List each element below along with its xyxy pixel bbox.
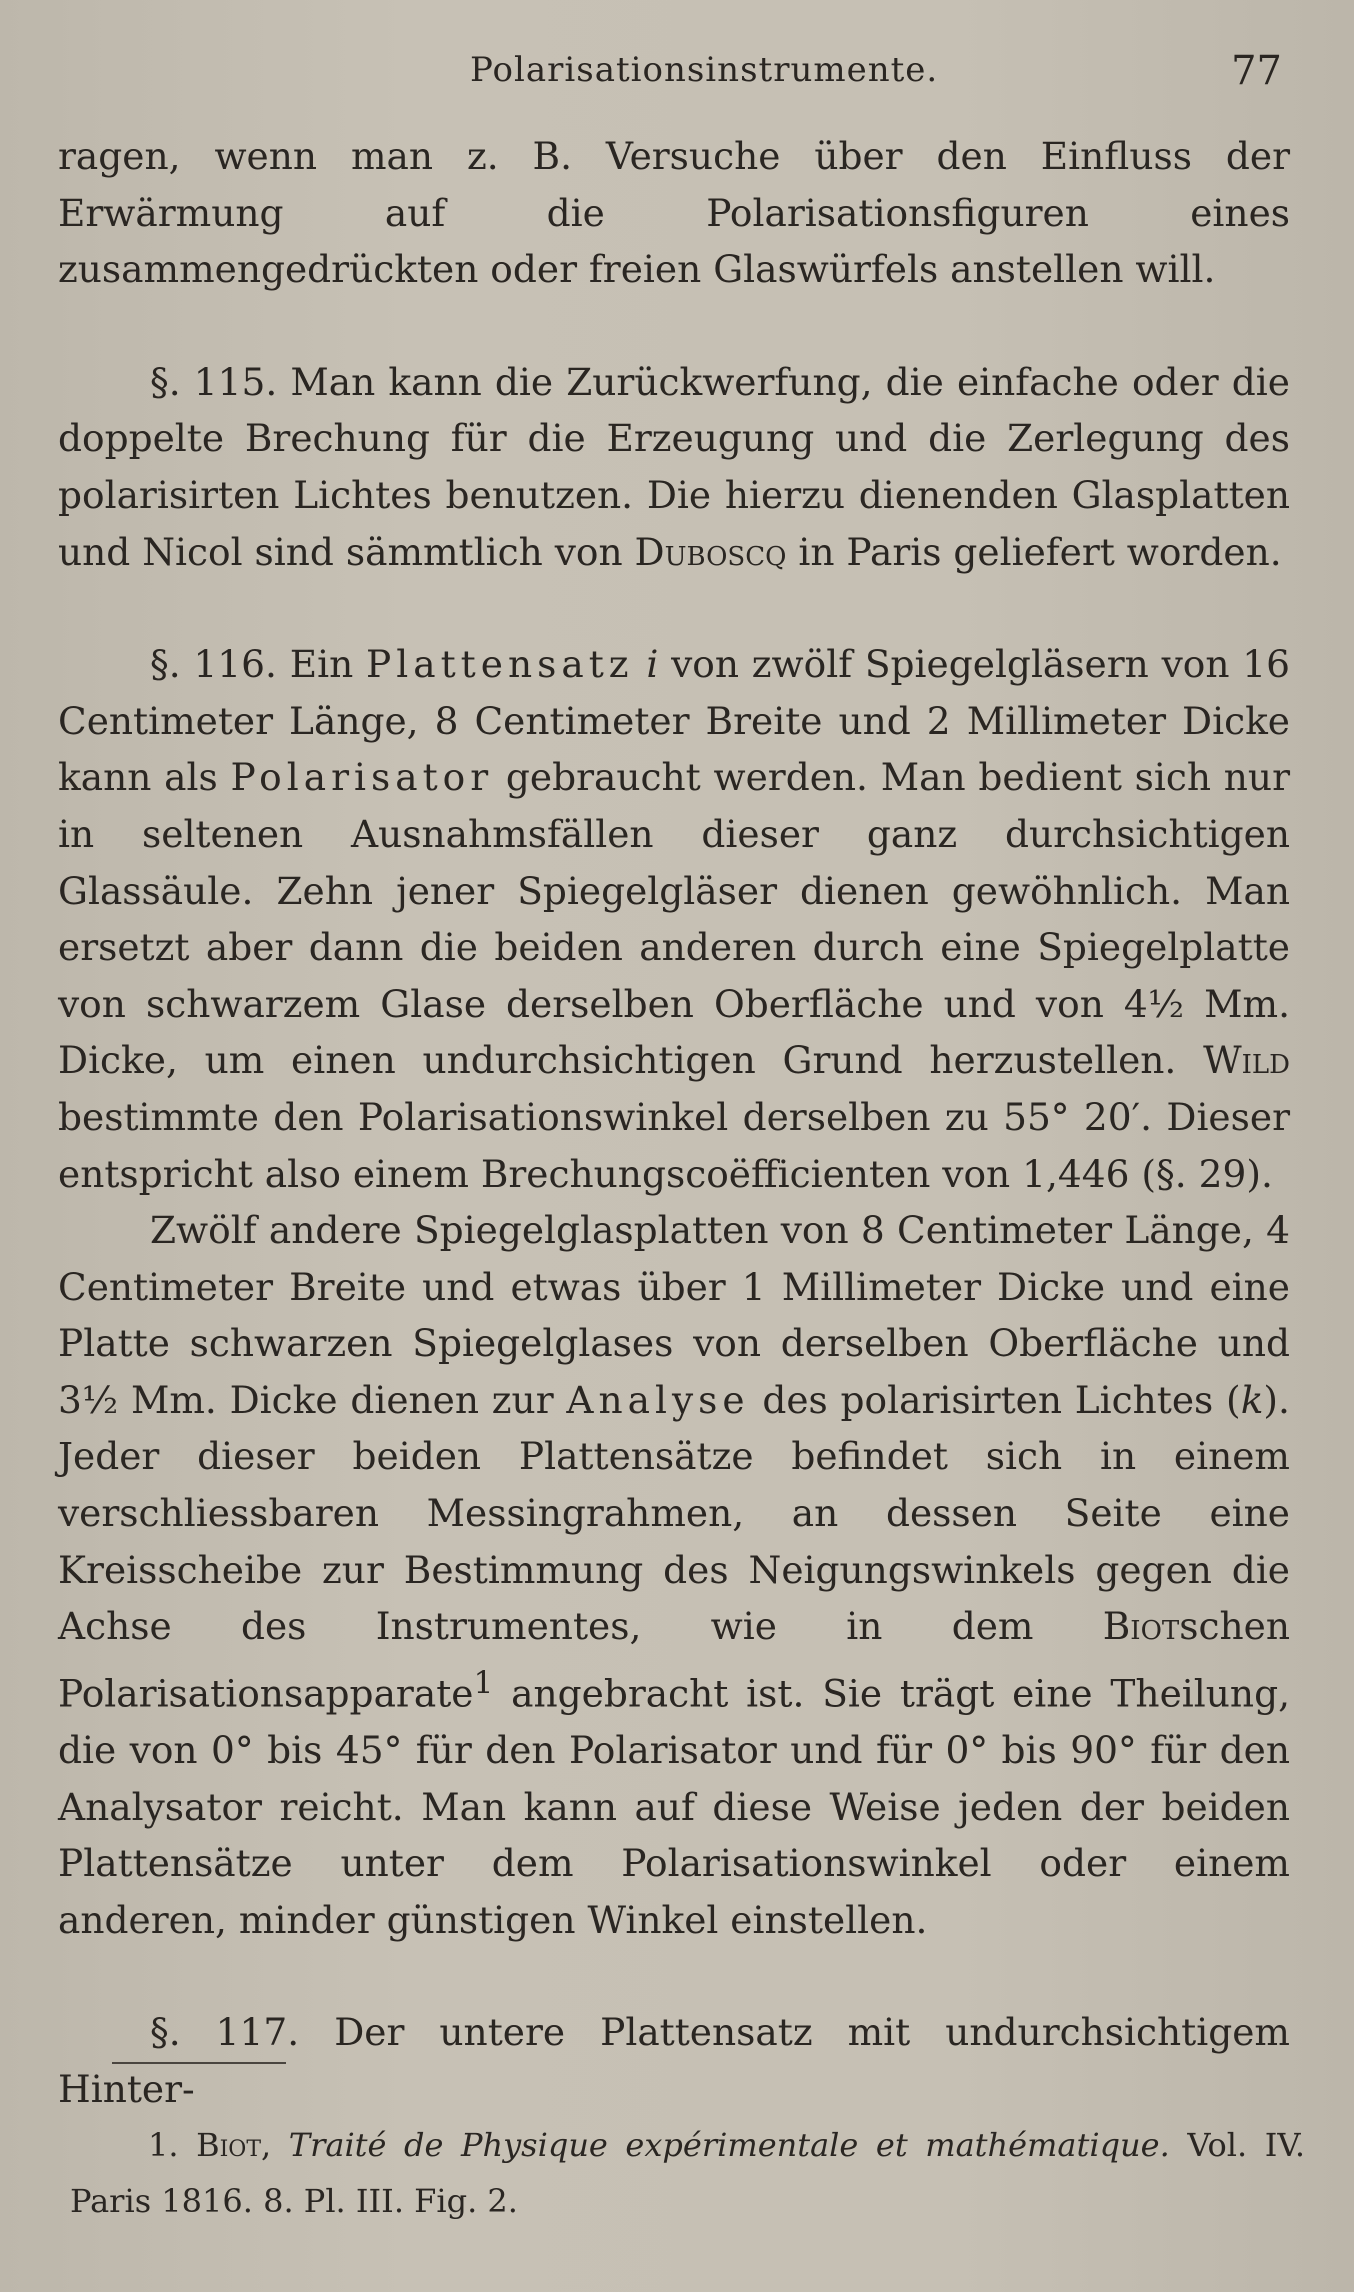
paragraph-continued: ragen, wenn man z. B. Versuche über den Einfluss der Erwärmung auf die Polarisationsfiguren eines zusammengedrückten oder freien Glaswürfels anstellen will.: [58, 134, 1290, 292]
paragraph-115: §. 115. Man kann die Zurückwerfung, die einfache oder die doppelte Brechung für die Erzeugung und die Zerlegung des polarisirten Lichtes benutzen. Die hierzu dienenden Glasplatten und Nicol sind sämmtlich von Duboscq in Paris geliefert worden.: [58, 359, 1290, 574]
paragraph-116: §. 116. Ein Plattensatz i von zwölf Spiegelgläsern von 16 Centimeter Länge, 8 Centimeter Breite und 2 Millimeter Dicke kann als Polarisator gebraucht werden. Man bedient sich nur in seltenen Ausnahmsfällen dieser ganz durchsichtigen Glassäule. Zehn jener Spiegelgläser dienen gewöhnlich. Man ersetzt aber dann die beiden anderen durch eine Spiegelplatte von schwarzem Glase derselben Oberfläche und von 4½ Mm. Dicke, um einen undurchsichtigen Grund herzustellen. Wild bestimmte den Polarisationswinkel derselben zu 55° 20′. Dieser entspricht also einem Brechungscoëfficienten von 1,446 (§. 29).: [58, 642, 1290, 1196]
term-plattensatz: Plattensatz: [366, 642, 634, 687]
page-number: 77: [1231, 48, 1282, 94]
variable-i: i: [646, 642, 659, 687]
footnote-divider: [112, 2062, 286, 2064]
person-name: Biot: [1102, 1604, 1180, 1649]
page-header: [60, 50, 1294, 110]
footnote: [70, 2117, 1305, 2229]
paragraph-117: §. 117. Der untere Plattensatz mit undurchsichtigem Hinter-: [58, 2010, 1290, 2111]
footnote-number: 1.: [148, 2126, 179, 2164]
person-name: Duboscq: [634, 529, 787, 574]
variable-k: k: [1240, 1377, 1264, 1422]
footnote-marker: 1: [473, 1664, 494, 1701]
term-polarisator: Polarisator: [230, 755, 494, 800]
body-text: [58, 128, 1290, 2118]
footnote-author: Biot,: [196, 2126, 272, 2164]
footnote-title: Traité de Physique expérimentale et mathématique.: [288, 2126, 1170, 2164]
paragraph-zwoelf: Zwölf andere Spiegelglasplatten von 8 Centimeter Länge, 4 Centimeter Breite und etwas über 1 Millimeter Dicke und eine Platte schwarzen Spiegelglases von derselben Oberfläche und 3½ Mm. Dicke dienen zur Analyse des polarisirten Lichtes (k). Jeder dieser beiden Plattensätze befindet sich in einem verschliessbaren Messingrahmen, an dessen Seite eine Kreisscheibe zur Bestimmung des Neigungswinkels gegen die Achse des Instrumentes, wie in dem Biotschen Polarisationsapparate$^1$ angebracht ist. Sie trägt eine Theilung, die von 0° bis 45° für den Polarisator und für 0° bis 90° für den Analysator reicht. Man kann auf diese Weise jeden der beiden Plattensätze unter dem Polarisationswinkel oder einem anderen, minder günstigen Winkel einstellen.: [58, 1208, 1290, 1942]
term-analyse: Analyse: [566, 1377, 750, 1422]
person-name: Wild: [1203, 1038, 1290, 1083]
footnote-details: Vol. IV. Paris 1816. 8. Pl. III. Fig. 2.: [70, 2126, 1306, 2220]
running-head: Polarisationsinstrumente.: [470, 50, 939, 90]
